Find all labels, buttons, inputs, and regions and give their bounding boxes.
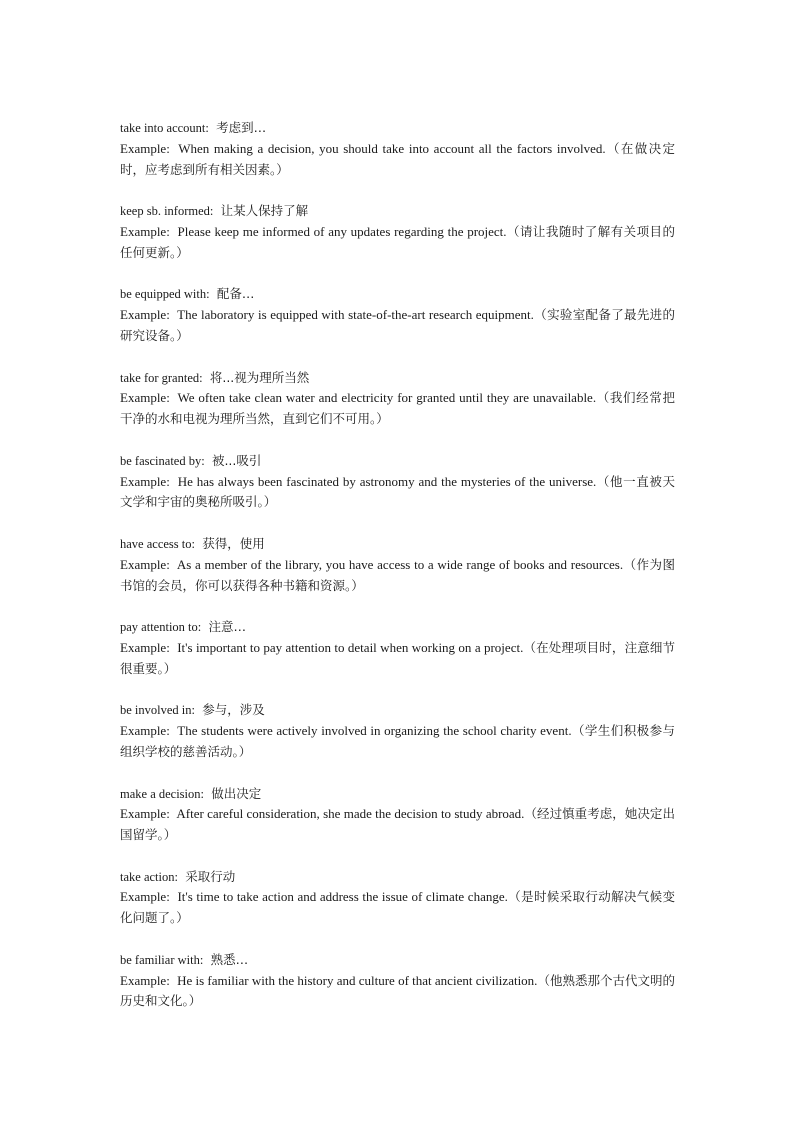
- phrase-meaning: 配备…: [216, 286, 255, 302]
- phrase-line: [120, 451, 675, 472]
- example-translation: （请让我随时了解有关项目的任何更新。）: [120, 223, 675, 260]
- phrase-list: [120, 118, 675, 1012]
- phrase-meaning: 注意…: [208, 619, 246, 635]
- phrase-term: keep sb. informed:: [120, 204, 214, 219]
- example-label: Example:: [120, 723, 170, 739]
- example-line: [120, 887, 675, 929]
- phrase-term: be equipped with:: [120, 287, 210, 302]
- example-label: Example:: [120, 307, 170, 323]
- phrase-line: [120, 867, 675, 888]
- phrase-term: take for granted:: [120, 370, 203, 385]
- example-sentence: We often take clean water and electricity for granted until they are unavailable.: [177, 390, 597, 406]
- phrase-meaning: 将...视为理所当然: [209, 369, 310, 385]
- example-translation: （学生们积极参与组织学校的慈善活动。）: [120, 723, 675, 759]
- example-translation: （在处理项目时，注意细节很重要。）: [120, 639, 675, 676]
- phrase-line: [120, 950, 675, 971]
- example-sentence: It's important to pay attention to detail when working on a project.: [177, 639, 524, 655]
- phrase-entry: [120, 201, 675, 263]
- phrase-meaning: 让某人保持了解: [220, 203, 309, 219]
- example-sentence: It's time to take action and address the issue of climate change.: [177, 889, 508, 905]
- phrase-entry: [120, 284, 675, 346]
- example-sentence: Please keep me informed of any updates regarding the project.: [177, 223, 507, 239]
- example-label: Example:: [120, 972, 170, 988]
- phrase-term: make a decision:: [120, 786, 204, 801]
- example-translation: （我们经常把干净的水和电视为理所当然，直到它们不可用。）: [120, 390, 675, 427]
- example-label: Example:: [120, 639, 170, 655]
- phrase-meaning: 熟悉…: [210, 951, 249, 967]
- example-line: [120, 971, 675, 1013]
- example-translation: （是时候采取行动解决气候变化问题了。）: [120, 889, 675, 926]
- phrase-meaning: 参与，涉及: [202, 702, 265, 718]
- document-page: [120, 118, 675, 1033]
- example-label: Example:: [120, 889, 170, 905]
- phrase-term: be familiar with:: [120, 952, 204, 967]
- example-line: [120, 388, 675, 430]
- phrase-term: have access to:: [120, 536, 195, 551]
- example-sentence: He is familiar with the history and culture of that ancient civilization.: [177, 972, 538, 988]
- example-line: [120, 472, 675, 514]
- phrase-line: [120, 617, 675, 638]
- phrase-entry: [120, 617, 675, 679]
- phrase-entry: [120, 950, 675, 1012]
- example-translation: （实验室配备了最先进的研究设备。）: [120, 307, 675, 343]
- phrase-line: [120, 368, 675, 389]
- example-line: [120, 555, 675, 597]
- example-sentence: After careful consideration, she made the decision to study abroad.: [176, 806, 525, 822]
- example-label: Example:: [120, 140, 170, 156]
- example-line: [120, 804, 675, 846]
- phrase-entry: [120, 368, 675, 430]
- phrase-term: take into account:: [120, 121, 209, 135]
- phrase-line: [120, 118, 675, 139]
- phrase-entry: [120, 784, 675, 846]
- phrase-line: [120, 700, 675, 721]
- phrase-line: [120, 284, 675, 305]
- example-label: Example:: [120, 390, 170, 406]
- example-line: [120, 721, 675, 763]
- example-sentence: When making a decision, you should take into account all the factors involved.: [178, 140, 606, 156]
- phrase-line: [120, 784, 675, 805]
- example-label: Example:: [120, 473, 170, 489]
- phrase-entry: [120, 534, 675, 596]
- phrase-entry: [120, 867, 675, 929]
- example-label: Example:: [120, 806, 170, 822]
- example-sentence: He has always been fascinated by astronomy and the mysteries of the universe.: [177, 473, 597, 489]
- phrase-term: be involved in:: [120, 703, 195, 718]
- phrase-meaning: 考虑到…: [216, 120, 267, 135]
- example-translation: （在做决定时，应考虑到所有相关因素。）: [120, 140, 675, 177]
- example-translation: （经过慎重考虑，她决定出国留学。）: [120, 806, 675, 843]
- example-label: Example:: [120, 556, 170, 572]
- example-translation: （他熟悉那个古代文明的历史和文化。）: [120, 972, 675, 1009]
- phrase-line: [120, 201, 675, 222]
- phrase-term: be fascinated by:: [120, 453, 205, 468]
- phrase-term: pay attention to:: [120, 620, 202, 635]
- example-line: [120, 638, 675, 680]
- example-sentence: The students were actively involved in organizing the school charity event.: [177, 723, 572, 739]
- example-sentence: The laboratory is equipped with state-of-the-art research equipment.: [177, 307, 534, 323]
- example-sentence: As a member of the library, you have access to a wide range of books and resources.: [176, 556, 624, 572]
- phrase-meaning: 被...吸引: [211, 452, 262, 468]
- example-translation: （他一直被天文学和宇宙的奥秘所吸引。）: [120, 473, 675, 510]
- phrase-entry: [120, 700, 675, 762]
- example-line: [120, 139, 675, 181]
- example-label: Example:: [120, 223, 170, 239]
- phrase-entry: [120, 451, 675, 513]
- phrase-entry: [120, 118, 675, 180]
- phrase-term: take action:: [120, 869, 178, 884]
- example-line: [120, 222, 675, 264]
- phrase-meaning: 做出决定: [211, 785, 262, 801]
- example-translation: （作为图书馆的会员，你可以获得各种书籍和资源。）: [120, 556, 675, 593]
- phrase-meaning: 获得，使用: [202, 535, 265, 551]
- phrase-meaning: 采取行动: [185, 868, 236, 884]
- example-line: [120, 305, 675, 347]
- phrase-line: [120, 534, 675, 555]
